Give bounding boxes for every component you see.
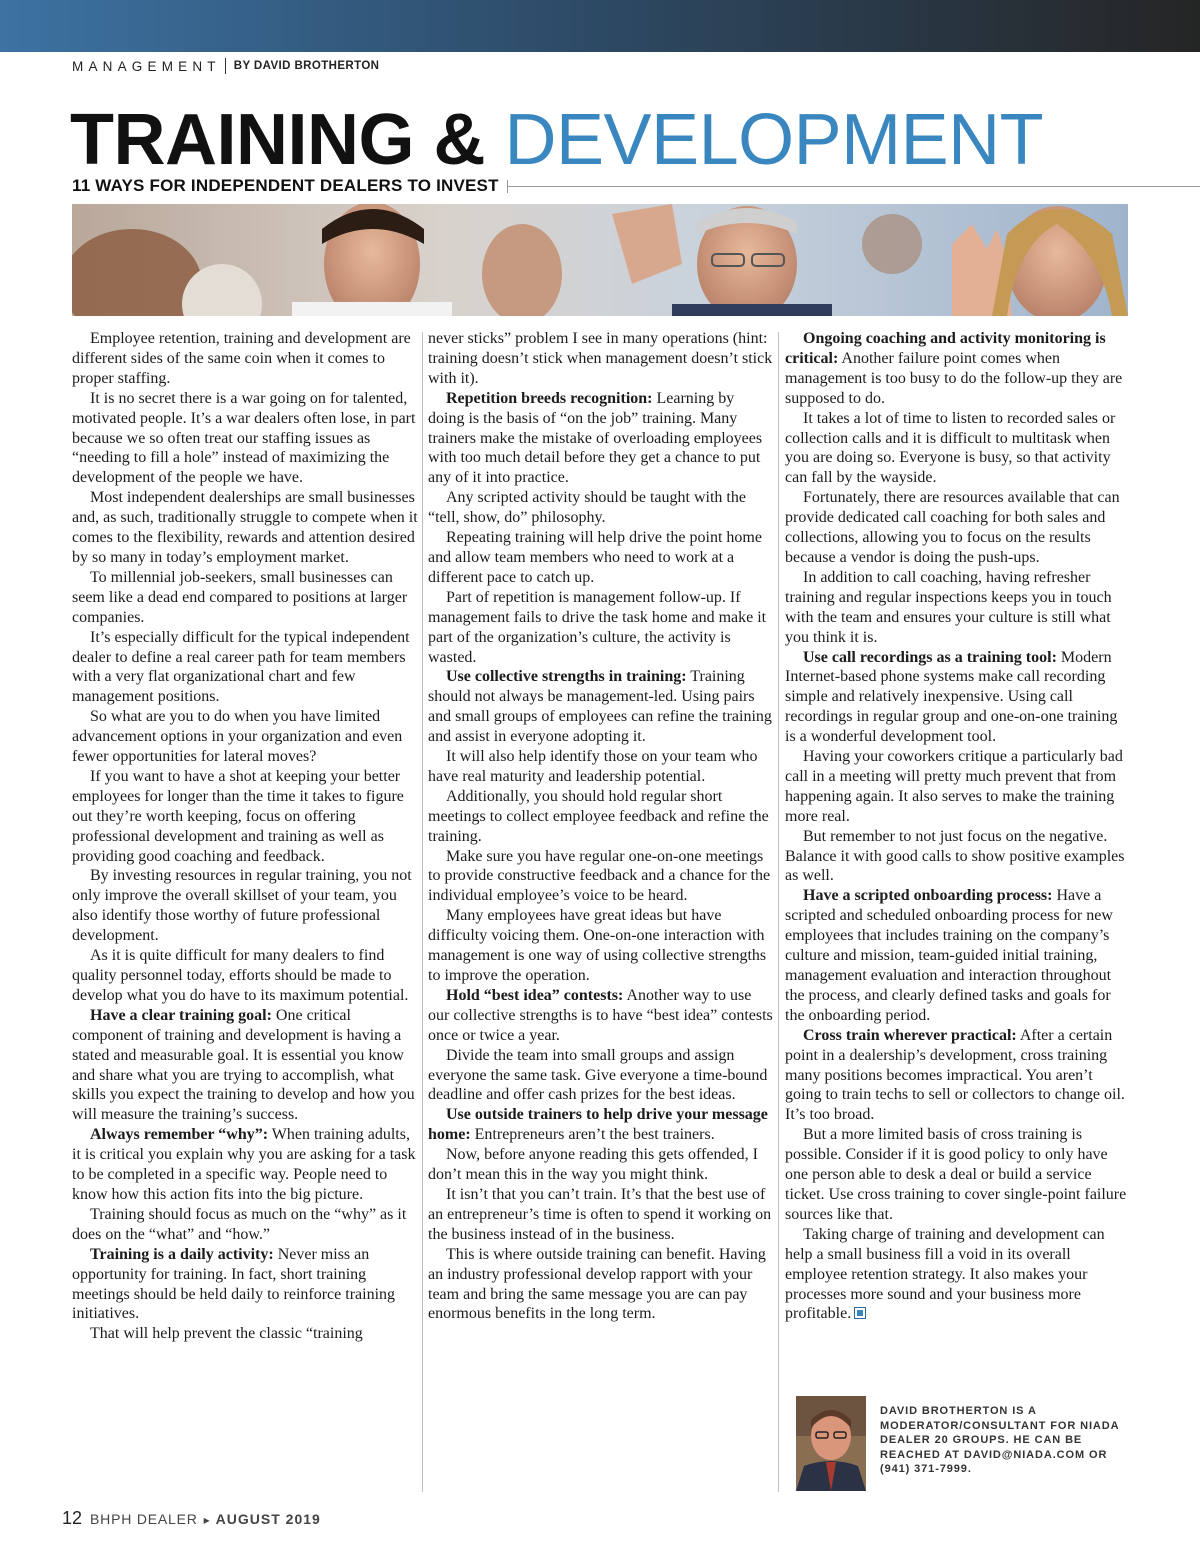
paragraph-text: It’s especially difficult for the typical independent dealer to define a real career path for team members with a very flat organizational chart and few management positions. (72, 628, 410, 706)
paragraph-lead: Ongoing coaching and activity monitoring is critical: (785, 330, 1106, 367)
article-column-2 (428, 329, 774, 1324)
paragraph-text: Divide the team into small groups and assign everyone the same task. Give everyone a time-bound deadline and offer cash prizes for the best ideas. (428, 1046, 768, 1104)
paragraph-text: Never miss an opportunity for training. In fact, short training meetings should be held daily to reinforce training initiatives. (72, 1245, 396, 1323)
paragraph-text: Training should focus as much on the “why” as it does on the “what” and “how.” (72, 1205, 407, 1243)
column-divider (778, 332, 779, 1492)
article-paragraph (428, 1105, 774, 1145)
article-paragraph (785, 747, 1131, 827)
paragraph-text: Having your coworkers critique a particularly bad call in a meeting will pretty much prevent that from happening again. It also serves to make the training more real. (785, 748, 1123, 825)
paragraph-text: But remember to not just focus on the negative. Balance it with good calls to show positive examples as well. (785, 827, 1125, 885)
headline-part2: DEVELOPMENT (504, 100, 1044, 180)
paragraph-lead: Training is a daily activity: (90, 1245, 274, 1263)
paragraph-text: As it is quite difficult for many dealers to find quality personnel today, efforts should be made to develop what you do have to its maximum potential. (72, 947, 409, 1004)
kicker-divider (225, 58, 226, 74)
paragraph-text: Many employees have great ideas but have difficulty voicing them. One-on-one interaction with management is one way of using collective strengths to improve the operation. (428, 907, 767, 984)
article-paragraph (428, 1046, 774, 1106)
paragraph-lead: Use outside trainers to help drive your message home: (428, 1106, 768, 1144)
subhead-row (72, 175, 1200, 197)
article-paragraph (72, 568, 418, 628)
article-paragraph (428, 906, 774, 986)
article-paragraph (428, 588, 774, 668)
article-paragraph (785, 488, 1131, 568)
article-paragraph (72, 1125, 418, 1205)
article-paragraph (72, 767, 418, 867)
paragraph-text: Fortunately, there are resources available that can provide dedicated call coaching for both sales and collections, allowing you to focus on the results because a vendor is doing the push-ups. (785, 489, 1120, 566)
author-photo (796, 1396, 866, 1491)
author-bio (796, 1396, 1136, 1491)
paragraph-text: It isn’t that you can’t train. It’s that the best use of an entrepreneur’s time is often to spend it working on the business instead of in the business. (428, 1185, 772, 1243)
article-paragraph (428, 488, 774, 528)
article-paragraph (428, 1185, 774, 1245)
article-paragraph (72, 707, 418, 767)
paragraph-lead: Use call recordings as a training tool: (803, 648, 1057, 666)
paragraph-text: Modern Internet-based phone systems make call recording simple and relatively inexpensive. Using call recordings in regular group and one-on-one training is a wonderful development tool. (785, 648, 1118, 746)
page-number: 12 (62, 1508, 83, 1528)
end-mark-icon (854, 1307, 866, 1319)
paragraph-text: Additionally, you should hold regular short meetings to collect employee feedback and refine the training. (428, 787, 769, 845)
paragraph-text: It is no secret there is a war going on for talented, motivated people. It’s a war dealers often lose, in part because we so often treat our staffing issues as “needing to fill a hole” instead of maximizing the development of the people we have. (72, 389, 416, 487)
headline (70, 100, 1043, 180)
paragraph-lead: Always remember “why”: (90, 1126, 269, 1144)
subhead-rule (507, 186, 1200, 187)
article-paragraph (785, 886, 1131, 1025)
paragraph-text: It takes a lot of time to listen to recorded sales or collection calls and it is difficult to multitask when you are doing so. Everyone is busy, so that activity can fall by the wayside. (785, 409, 1116, 487)
paragraph-text: In addition to call coaching, having refresher training and regular inspections keeps you in touch with the team and ensures your culture is still what you think it is. (785, 568, 1112, 646)
paragraph-text: So what are you to do when you have limited advancement options in your organization and even fewer opportunities for lateral moves? (72, 708, 403, 766)
article-paragraph (428, 747, 774, 787)
article-paragraph (72, 329, 418, 389)
article-paragraph (428, 1145, 774, 1185)
article-paragraph (428, 667, 774, 747)
article-paragraph (785, 329, 1131, 409)
paragraph-text: To millennial job-seekers, small businesses can seem like a dead end compared to positions at larger companies. (72, 568, 408, 626)
paragraph-lead: Have a clear training goal: (90, 1006, 272, 1024)
article-paragraph (428, 329, 774, 389)
paragraph-text: Part of repetition is management follow-up. If management fails to drive the task home and make it part of the organization’s culture, the activity is wasted. (428, 588, 767, 666)
paragraph-text: After a certain point in a dealership’s development, cross training many positions becomes impractical. You aren’t going to train techs to sell or collectors to change oil. It’s too broad. (785, 1026, 1125, 1124)
paragraph-lead: Cross train wherever practical: (803, 1026, 1017, 1044)
paragraph-text: never sticks” problem I see in many operations (hint: training doesn’t stick when management doesn’t stick with it). (428, 330, 773, 387)
article-paragraph (428, 1245, 774, 1325)
paragraph-text: It will also help identify those on your team who have real maturity and leadership potential. (428, 748, 758, 785)
column-divider (422, 332, 423, 1492)
article-paragraph (785, 827, 1131, 887)
paragraph-text: Another failure point comes when management is too busy to do the follow-up they are supposed to do. (785, 349, 1123, 407)
paragraph-text: Training should not always be management-led. Using pairs and small groups of employees can refine the training and assist in everyone adopting it. (428, 668, 772, 746)
article-paragraph (72, 389, 418, 489)
paragraph-text: Learning by doing is the basis of “on the job” training. Many trainers make the mistake of overloading employees with too much detail before they get a chance to put any of it into practice. (428, 389, 763, 487)
paragraph-text: Employee retention, training and development are different sides of the same coin when it comes to proper staffing. (72, 330, 411, 387)
article-paragraph (72, 628, 418, 708)
page-footer (62, 1508, 321, 1529)
section-label: MANAGEMENT (72, 58, 221, 74)
paragraph-text: By investing resources in regular training, you not only improve the overall skillset of your team, you also identify those worthy of future professional development. (72, 867, 412, 945)
article-paragraph (72, 866, 418, 946)
article-paragraph (785, 1125, 1131, 1225)
paragraph-text: Entrepreneurs aren’t the best trainers. (470, 1126, 715, 1144)
article-paragraph (72, 1324, 418, 1344)
issue-date: AUGUST 2019 (215, 1511, 321, 1527)
subheadline: 11 WAYS FOR INDEPENDENT DEALERS TO INVEST (72, 176, 499, 195)
headline-part1: TRAINING & (70, 100, 485, 180)
article-paragraph (785, 568, 1131, 648)
paragraph-text: Now, before anyone reading this gets offended, I don’t mean this in the way you might think. (428, 1146, 758, 1184)
article-column-1 (72, 329, 418, 1344)
paragraph-text: Have a scripted and scheduled onboarding process for new employees that includes training on the company’s culture and mission, team-guided initial training, management evaluation and interaction throughout the process, and clearly defined tasks and goals for the onboarding period. (785, 887, 1113, 1024)
article-paragraph (72, 1245, 418, 1325)
section-kicker (72, 58, 379, 74)
article-column-3 (785, 329, 1131, 1324)
byline: BY DAVID BROTHERTON (233, 60, 380, 72)
article-paragraph (428, 787, 774, 847)
paragraph-text: That will help prevent the classic “training (90, 1325, 363, 1343)
paragraph-lead: Use collective strengths in training: (446, 668, 687, 686)
article-paragraph (72, 488, 418, 568)
magazine-name: BHPH DEALER (90, 1511, 198, 1527)
paragraph-text: Any scripted activity should be taught with the “tell, show, do” philosophy. (428, 489, 746, 527)
paragraph-text: This is where outside training can benefit. Having an industry professional develop rapport with your team and bring the same message you are can pay enormous benefits in the long term. (428, 1245, 766, 1323)
top-color-bar (0, 0, 1200, 52)
article-paragraph (785, 1225, 1131, 1325)
hero-photo-illustration (72, 204, 1128, 316)
article-paragraph (72, 946, 418, 1006)
article-paragraph (72, 1205, 418, 1245)
article-paragraph (72, 1006, 418, 1125)
paragraph-lead: Repetition breeds recognition: (446, 389, 653, 407)
article-paragraph (428, 389, 774, 489)
paragraph-lead: Hold “best idea” contests: (446, 986, 624, 1004)
paragraph-text: Repeating training will help drive the point home and allow team members who need to work at a different pace to catch up. (428, 529, 762, 586)
paragraph-text: When training adults, it is critical you explain why you are asking for a task to be completed in a specific way. People need to know how this action fits into the big picture. (72, 1126, 416, 1203)
article-paragraph (785, 648, 1131, 748)
paragraph-lead: Have a scripted onboarding process: (803, 887, 1053, 905)
paragraph-text: Taking charge of training and development can help a small business fill a void in its overall employee retention strategy. It also makes your processes more sound and your business more profitable. (785, 1225, 1105, 1323)
author-bio-text: DAVID BROTHERTON IS A MODERATOR/CONSULTANT FOR NIADA DEALER 20 GROUPS. HE CAN BE REACHED AT DAVID@NIADA.COM OR (941) 371-7999. (880, 1405, 1120, 1476)
article-paragraph (785, 409, 1131, 489)
hero-photo (72, 204, 1128, 316)
paragraph-text: Another way to use our collective strengths is to have “best idea” contests once or twice a year. (428, 986, 773, 1044)
paragraph-text: Make sure you have regular one-on-one meetings to provide constructive feedback and a chance for the individual employee’s voice to be heard. (428, 847, 771, 905)
paragraph-text: But a more limited basis of cross training is possible. Consider if it is good policy to only have one person able to desk a deal or build a service ticket. Use cross training to cover single-point failure sources like that. (785, 1126, 1127, 1223)
paragraph-text: Most independent dealerships are small businesses and, as such, traditionally struggle to compete when it comes to the flexibility, rewards and attention desired by so many in today’s employment market. (72, 489, 418, 566)
chevron-right-icon: ▸ (203, 1513, 210, 1527)
article-paragraph (428, 528, 774, 588)
article-paragraph (428, 847, 774, 907)
article-paragraph (785, 1026, 1131, 1126)
article-paragraph (428, 986, 774, 1046)
paragraph-text: One critical component of training and development is having a stated and measurable goal. It is essential you know and share what you are trying to accomplish, what skills you expect the training to develop and how you will measure the training’s success. (72, 1006, 415, 1124)
paragraph-text: If you want to have a shot at keeping your better employees for longer than the time it takes to figure out they’re worth keeping, focus on offering professional development and training as well as providing good coaching and feedback. (72, 767, 404, 865)
